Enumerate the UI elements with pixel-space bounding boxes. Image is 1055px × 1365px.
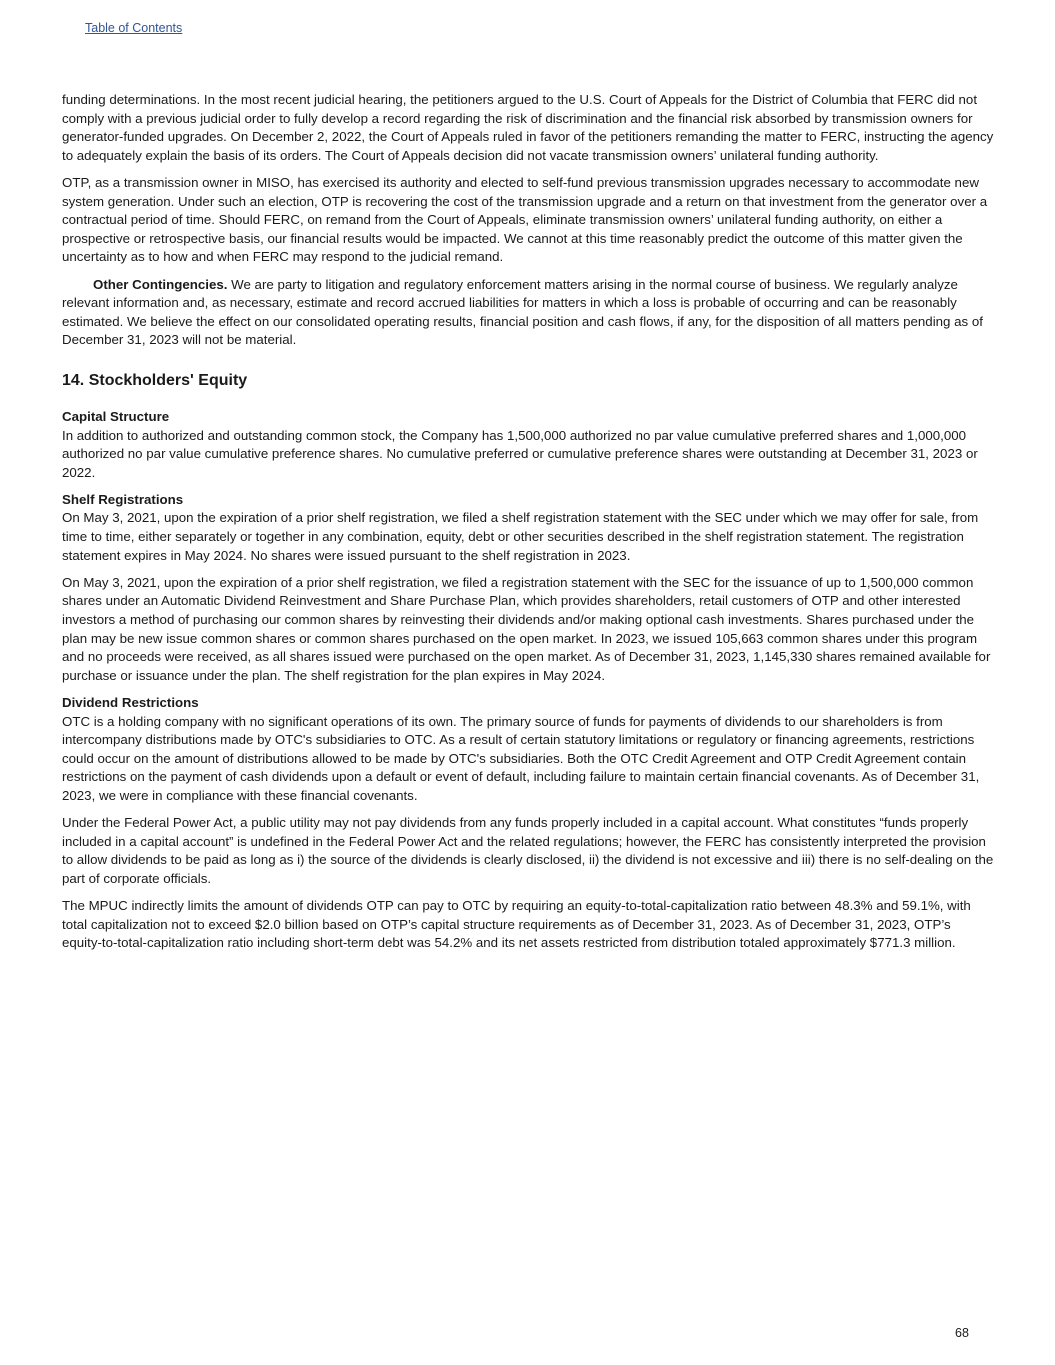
paragraph-other-contingencies [62,276,994,350]
dividend-restrictions-text-3: The MPUC indirectly limits the amount of dividends OTP can pay to OTC by requiring an equity-to-total-capitalization ratio between 48.3% and 59.1%, with total capitalization not to exceed $2.0 billion based on OTP’s capital structure requirements as of December 31, 2023. As of December 31, 2023, OTP’s equity-to-total-capitalization ratio including short-term debt was 54.2% and its net assets restricted from distribution totaled approximately $771.3 million. [62,898,971,951]
document-body [62,91,994,962]
shelf-registrations-title: Shelf Registrations [62,491,184,507]
page-number: 68 [955,1326,969,1340]
other-contingencies-body: We are party to litigation and regulatory enforcement matters arising in the normal course of business. We regularly analyze relevant information and, as necessary, estimate and record accrued liabilities for matters in which a loss is probable of occurring and can be reasonably estimated. We believe the effect on our consolidated operating results, financial position and cash flows, if any, for the disposition of all matters pending as of December 31, 2023 will not be material. [62,276,983,348]
shelf-registrations-block [62,491,994,565]
table-of-contents-link[interactable]: Table of Contents [85,21,183,35]
capital-structure-text: In addition to authorized and outstanding common stock, the Company has 1,500,000 authorized no par value cumulative preferred shares and 1,000,000 authorized no par value cumulative preference shares. No cumulative preferred or cumulative preference shares were outstanding at December 31, 2023 or 2022. [62,427,978,480]
other-contingencies-lead: Other Contingencies. [93,276,228,292]
paragraph-otp-self-fund: OTP, as a transmission owner in MISO, has exercised its authority and elected to self-fund previous transmission upgrades necessary to accommodate new system generation. Under such an election, OTP is recovering the cost of the transmission upgrade and a return on that investment from the generator over a contractual period of time. Should FERC, on remand from the Court of Appeals, eliminate transmission owners’ unilateral funding authority, on either a prospective or retrospective basis, our financial results would be impacted. We cannot at this time reasonably predict the outcome of this matter given the uncertainty as to how and when FERC may respond to the judicial remand. [62,174,988,265]
capital-structure-title: Capital Structure [62,408,170,424]
capital-structure-block [62,408,994,482]
dividend-restrictions-text-2: Under the Federal Power Act, a public utility may not pay dividends from any funds properly included in a capital account. What constitutes “funds properly included in a capital account” is undefined in the Federal Power Act and the related regulations; however, the FERC has consistently interpreted the provision to allow dividends to be paid as long as i) the source of the dividends is clearly disclosed, ii) the dividend is not excessive and iii) there is no self-dealing on the part of corporate officials. [62,815,994,886]
dividend-restrictions-title: Dividend Restrictions [62,695,199,710]
paragraph-funding-determinations: funding determinations. In the most recent judicial hearing, the petitioners argued to the U.S. Court of Appeals for the District of Columbia that FERC did not comply with a previous judicial order to fully develop a record regarding the risk of discrimination and the financial risk absorbed by transmission owners for generator-funded upgrades. On December 2, 2022, the Court of Appeals ruled in favor of the petitioners remanding the matter to FERC, instructing the agency to adequately explain the basis of its orders. The Court of Appeals decision did not vacate transmission owners’ unilateral funding authority. [62,92,994,163]
section-heading-stockholders-equity: 14. Stockholders' Equity [62,371,248,389]
dividend-restrictions-block [62,694,994,806]
shelf-registrations-text-2: On May 3, 2021, upon the expiration of a prior shelf registration, we filed a registration statement with the SEC for the issuance of up to 1,500,000 common shares under an Automatic Dividend Reinvestment and Share Purchase Plan, which provides shareholders, retail customers of OTP and other interested investors a method of purchasing our common shares by reinvesting their dividends and/or making optional cash investments. Shares purchased under the plan may be new issue common shares or common shares purchased on the open market. In 2023, we issued 105,663 common shares under this program and no proceeds were received, as all shares issued were purchased on the open market. As of December 31, 2023, 1,145,330 shares remained available for purchase or issuance under the plan. The shelf registration for the plan expires in May 2024. [62,574,991,683]
shelf-registrations-text-1: On May 3, 2021, upon the expiration of a prior shelf registration, we filed a shelf registration statement with the SEC under which we may offer for sale, from time to time, either separately or together in any combination, equity, debt or other securities described in the shelf registration statement. The registration statement expires in May 2024. No shares were issued pursuant to the shelf registration in 2023. [62,510,979,563]
dividend-restrictions-text-1: OTC is a holding company with no significant operations of its own. The primary source of funds for payments of dividends to our shareholders is from intercompany distributions made by OTC's subsidiaries to OTC. As a result of certain statutory limitations or regulatory or financing agreements, restrictions could occur on the amount of distributions allowed to be made by OTC's subsidiaries. Both the OTC Credit Agreement and OTP Credit Agreement contain restrictions on the payment of cash dividends upon a default or event of default, including failure to maintain certain financial covenants. As of December 31, 2023, we were in compliance with these financial covenants. [62,713,980,803]
